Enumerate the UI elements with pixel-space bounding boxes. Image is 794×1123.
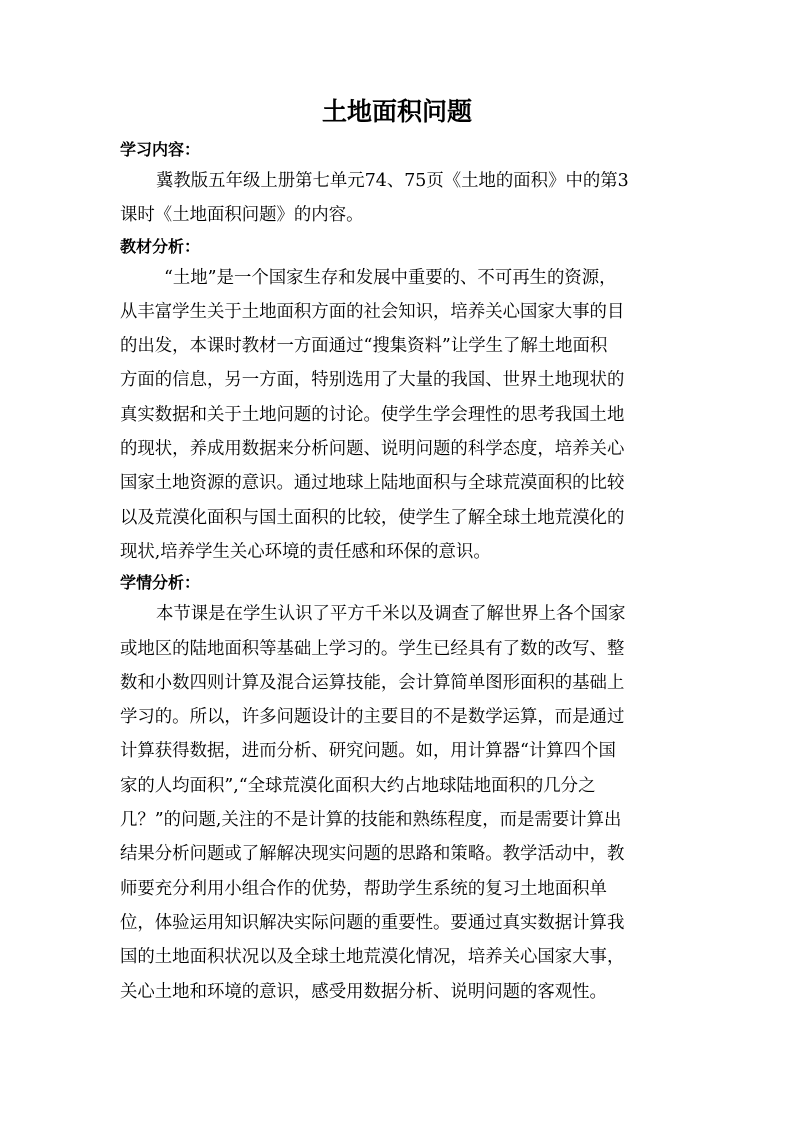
text-line: 位，体验运用知识解决实际问题的重要性。要通过真实数据计算我 [120,912,625,933]
text-line: 课时《土地面积问题》的内容。 [120,205,364,226]
text-line: 国的土地面积状况以及全球土地荒漠化情况，培养关心国家大事， [120,947,625,968]
paragraph [120,597,678,1009]
text-line: 结果分析问题或了解解决现实问题的思路和策略。教学活动中，教 [120,844,625,865]
page-title: 土地面积问题 [321,97,472,126]
text-line: 师要充分利用小组合作的优势，帮助学生系统的复习土地面积单 [120,878,607,899]
text-line: 学习的。所以，许多问题设计的主要目的不是数学运算，而是通过 [120,707,625,728]
section-textbook-analysis [120,233,678,570]
text-line: 关心土地和环境的意识，感受用数据分析、说明问题的客观性。 [120,981,607,1002]
paragraph [120,164,678,233]
text-line: 或地区的陆地面积等基础上学习的。学生已经具有了数的改写、整 [120,638,625,659]
text-line: 国家土地资源的意识。通过地球上陆地面积与全球荒漠面积的比较 [120,473,625,494]
text-line: “土地”是一个国家生存和发展中重要的、不可再生的资源， [164,267,617,288]
text-line: 家的人均面积”,“全球荒漠化面积大约占地球陆地面积的几分之 [120,775,596,796]
section-learning-content [120,136,678,233]
section-heading: 学情分析： [120,573,201,593]
document-body [120,136,678,1009]
text-line: 的现状，养成用数据来分析问题、说明问题的科学态度，培养关心 [120,439,625,460]
text-line: 方面的信息，另一方面，特别选用了大量的我国、世界土地现状的 [120,370,625,391]
text-line: 的出发，本课时教材一方面通过“搜集资料”让学生了解土地面积 [120,336,608,357]
text-line: 本节课是在学生认识了平方千米以及调查了解世界上各个国家 [156,604,626,625]
text-line: 几？”的问题,关注的不是计算的技能和熟练程度，而是需要计算出 [120,810,622,831]
section-heading: 学习内容： [120,140,201,159]
text-line: 真实数据和关于土地问题的讨论。使学生学会理性的思考我国土地 [120,404,625,425]
text-line: 以及荒漠化面积与国土面积的比较，使学生了解全球土地荒漠化的 [120,507,625,528]
section-student-analysis [120,569,678,1009]
text-line: 现状,培养学生关心环境的责任感和环保的意识。 [120,541,491,562]
section-heading: 教材分析： [120,236,201,256]
text-line: 从丰富学生关于土地面积方面的社会知识，培养关心国家大事的目 [120,301,625,322]
text-line: 数和小数四则计算及混合运算技能，会计算简单图形面积的基础上 [120,672,625,693]
paragraph [120,261,678,570]
text-line: 计算获得数据，进而分析、研究问题。如，用计算器“计算四个国 [120,741,616,762]
text-line: 冀教版五年级上册第七单元74、75页《土地的面积》中的第3 [156,171,629,191]
